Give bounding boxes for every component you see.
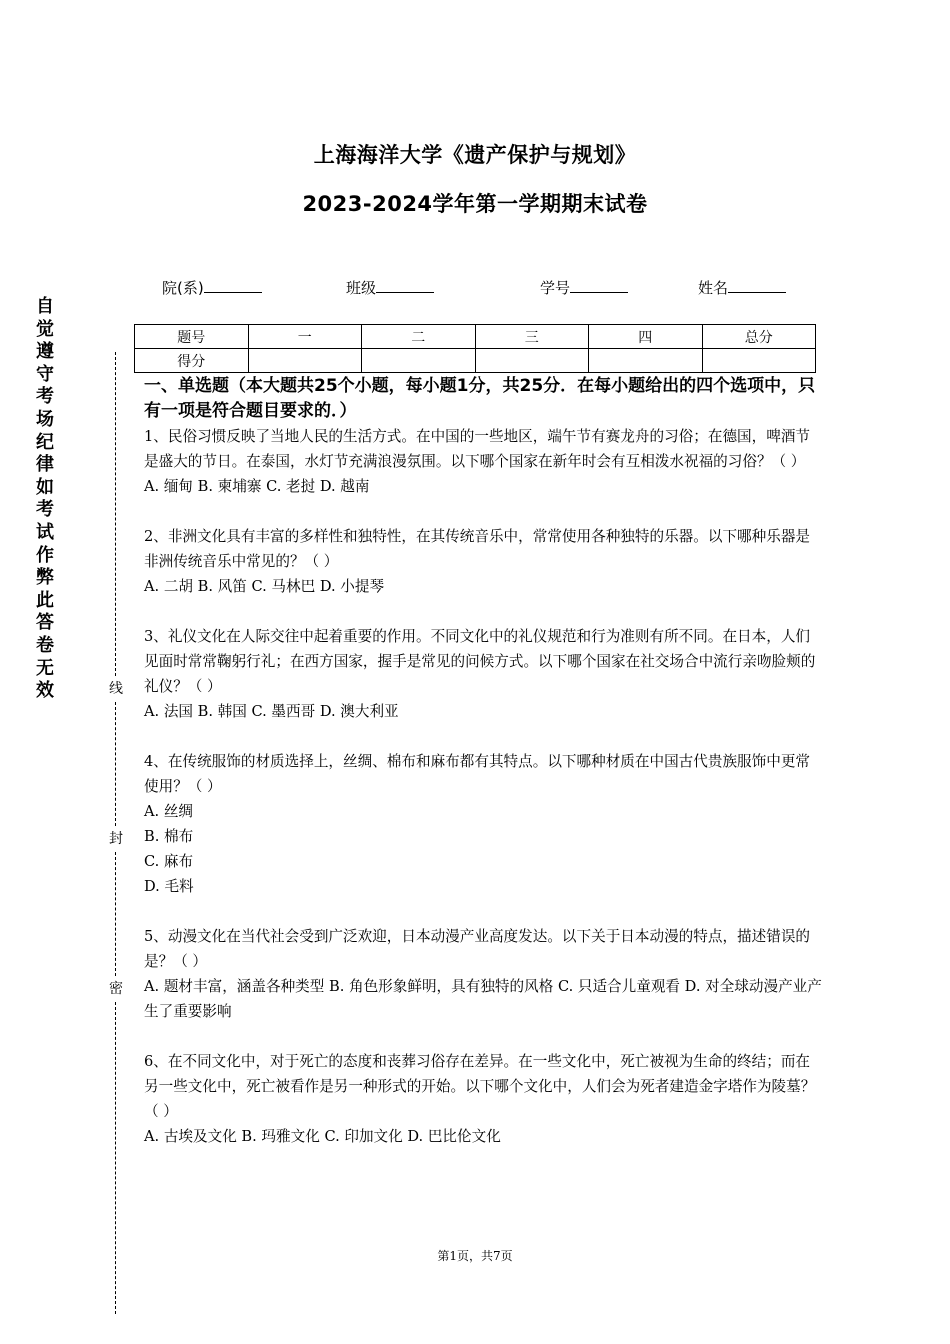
name-blank[interactable] xyxy=(728,278,786,293)
score-table xyxy=(134,324,816,373)
score-header-row xyxy=(135,325,816,349)
seal-seal-char: 封 xyxy=(109,831,123,847)
question-option: D. 毛料 xyxy=(144,878,194,895)
question-option: C. 麻布 xyxy=(144,853,194,870)
question-stem: 5、动漫文化在当代社会受到广泛欢迎，日本动漫产业高度发达。以下关于日本动漫的特点，描述错误的是？（ ） xyxy=(144,928,811,970)
question xyxy=(144,924,822,1024)
seal-line-char: 线 xyxy=(109,681,123,697)
section-heading: 一、单选题（本大题共25个小题，每小题1分，共25分．在每小题给出的四个选项中，只有一项是符合题目要求的．） xyxy=(144,376,816,421)
question-stem: 4、在传统服饰的材质选择上，丝绸、棉布和麻布都有其特点。以下哪种材质在中国古代贵族服饰中更常使用？（ ） xyxy=(144,753,811,795)
name-field[interactable] xyxy=(698,277,786,298)
question-options: A. 缅甸 B. 柬埔寨 C. 老挝 D. 越南 xyxy=(144,478,370,495)
question xyxy=(144,749,822,899)
dept-field[interactable] xyxy=(162,277,262,298)
class-blank[interactable] xyxy=(376,278,434,293)
question-stem: 3、礼仪文化在人际交往中起着重要的作用。不同文化中的礼仪规范和行为准则有所不同。在日本，人们见面时常常鞠躬行礼；在西方国家，握手是常见的问候方式。以下哪个国家在社交场合中流行亲吻脸颊的礼仪？（ ） xyxy=(144,628,816,695)
question-stem: 2、非洲文化具有丰富的多样性和独特性，在其传统音乐中，常常使用各种独特的乐器。以下哪种乐器是非洲传统音乐中常见的？（ ） xyxy=(144,528,811,570)
exam-discipline-notice: 自觉遵守考场纪律如考试作弊此答卷无效 xyxy=(36,296,54,702)
score-header-cell: 一 xyxy=(248,325,362,349)
score-header-cell: 三 xyxy=(475,325,589,349)
question xyxy=(144,424,822,499)
score-value-row xyxy=(135,349,816,373)
score-header-cell: 二 xyxy=(362,325,476,349)
page-number: 第1页，共7页 xyxy=(437,1249,513,1263)
score-header-cell: 总分 xyxy=(702,325,816,349)
question xyxy=(144,524,822,599)
question-options: A. 题材丰富，涵盖各种类型 B. 角色形象鲜明，具有独特的风格 C. 只适合儿童观看 D. 对全球动漫产业产生了重要影响 xyxy=(144,978,822,1020)
score-row-label: 得分 xyxy=(135,349,249,373)
question-options: A. 二胡 B. 风笛 C. 马林巴 D. 小提琴 xyxy=(144,578,385,595)
name-label: 姓名 xyxy=(698,279,729,297)
score-cell[interactable] xyxy=(248,349,362,373)
question-options: A. 法国 B. 韩国 C. 墨西哥 D. 澳大利亚 xyxy=(144,703,399,720)
question-option: A. 丝绸 xyxy=(144,803,194,820)
class-label: 班级 xyxy=(346,279,377,297)
question-options: A. 古埃及文化 B. 玛雅文化 C. 印加文化 D. 巴比伦文化 xyxy=(144,1128,501,1145)
score-cell[interactable] xyxy=(362,349,476,373)
binding-line xyxy=(115,852,116,976)
question-stem: 6、在不同文化中，对于死亡的态度和丧葬习俗存在差异。在一些文化中，死亡被视为生命的终结；而在另一些文化中，死亡被看作是另一种形式的开始。以下哪个文化中，人们会为死者建造金字塔作为陵墓？（ ） xyxy=(144,1053,816,1120)
questions-list xyxy=(144,424,822,1174)
question xyxy=(144,624,822,724)
question-stem: 1、民俗习惯反映了当地人民的生活方式。在中国的一些地区，端午节有赛龙舟的习俗；在德国，啤酒节是盛大的节日。在泰国，水灯节充满浪漫氛围。以下哪个国家在新年时会有互相泼水祝福的习俗？（ ） xyxy=(144,428,811,470)
score-header-cell: 题号 xyxy=(135,325,249,349)
score-cell[interactable] xyxy=(475,349,589,373)
dept-blank[interactable] xyxy=(204,278,262,293)
binding-line xyxy=(115,702,116,826)
exam-title: 上海海洋大学《遗产保护与规划》 xyxy=(313,143,637,167)
score-total-cell[interactable] xyxy=(702,349,816,373)
score-cell[interactable] xyxy=(589,349,703,373)
question xyxy=(144,1049,822,1149)
student-id-label: 学号 xyxy=(540,279,571,297)
class-field[interactable] xyxy=(346,277,434,298)
dept-label: 院(系) xyxy=(162,279,204,297)
exam-subtitle: 2023-2024学年第一学期期末试卷 xyxy=(302,192,648,216)
seal-secret-char: 密 xyxy=(109,981,123,997)
student-id-blank[interactable] xyxy=(570,278,628,293)
binding-line xyxy=(115,352,116,676)
question-option: B. 棉布 xyxy=(144,828,194,845)
binding-line xyxy=(115,1002,116,1314)
student-id-field[interactable] xyxy=(540,277,628,298)
score-header-cell: 四 xyxy=(589,325,703,349)
